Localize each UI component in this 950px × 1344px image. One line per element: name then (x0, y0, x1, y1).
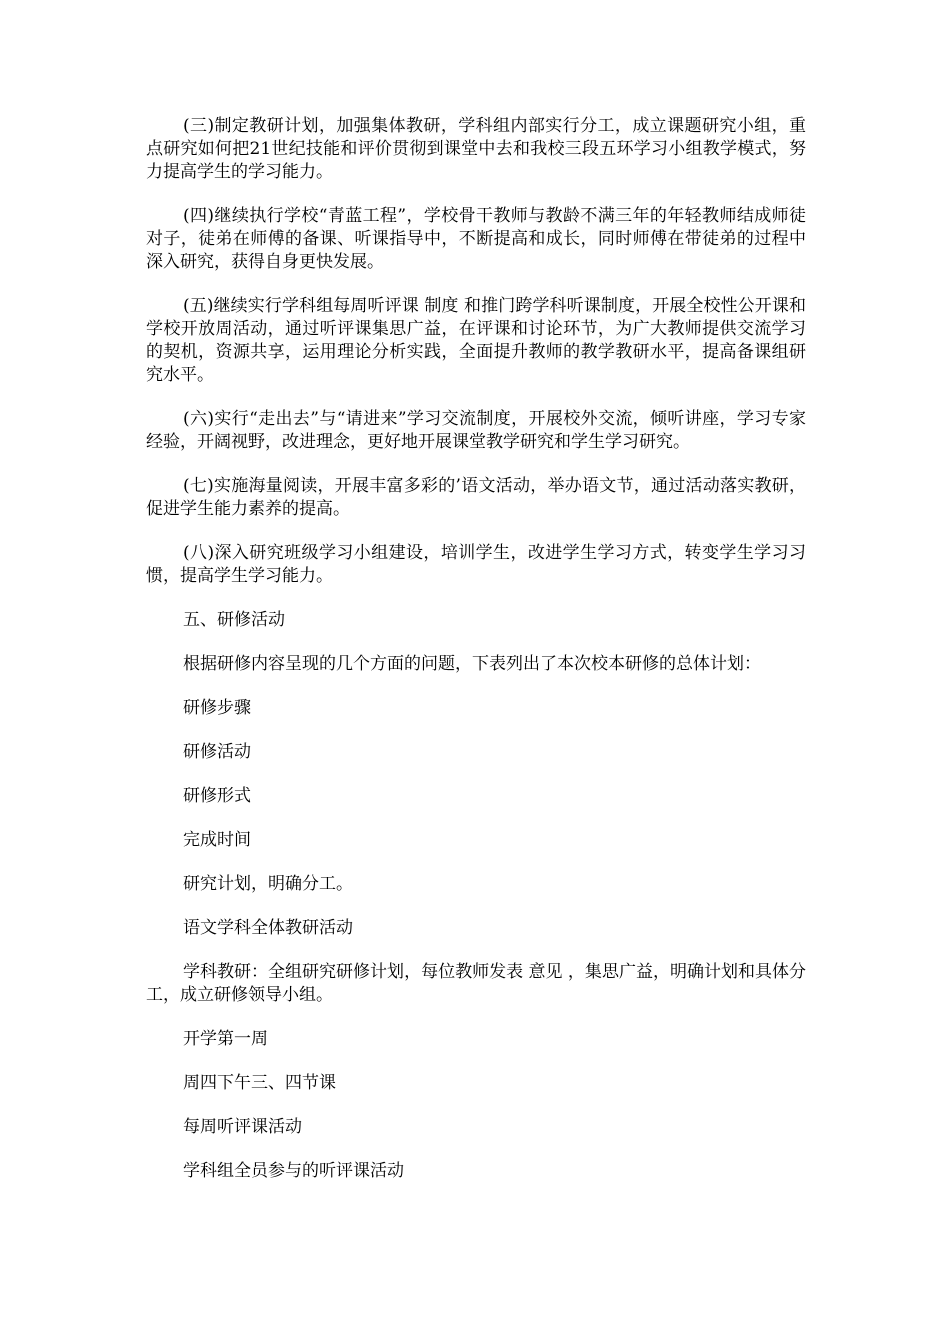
table-cell-activity-1: 语文学科全体教研活动 (183, 918, 353, 938)
table-cell-time-1: 开学第一周 (183, 1029, 268, 1049)
table-cell-step-1: 研究计划，明确分工。 (183, 874, 353, 894)
paragraph-8-study-groups: (八)深入研究班级学习小组建设，培训学生，改进学生学习方式，转变学生学习习惯，提高学生学习能力。 (146, 543, 806, 586)
table-header-step: 研修步骤 (183, 698, 251, 718)
document-body (146, 115, 806, 1204)
section-heading-activities: 五、研修活动 (183, 610, 285, 630)
paragraph-7-reading: (七)实施海量阅读，开展丰富多彩的’语文活动，举办语文节，通过活动落实教研，促进学生能力素养的提高。 (146, 476, 806, 519)
paragraph-4-mentoring: (四)继续执行学校“青蓝工程”，学校骨干教师与教龄不满三年的年轻教师结成师徒对子，徒弟在师傅的备课、听课指导中，不断提高和成长，同时师傅在带徒弟的过程中深入研究，获得自身更快发展。 (146, 206, 806, 272)
table-cell-time-1b: 周四下午三、四节课 (183, 1073, 336, 1093)
table-header-form: 研修形式 (183, 786, 251, 806)
table-cell-activity-2: 学科组全员参与的听评课活动 (183, 1161, 404, 1181)
table-cell-form-1: 学科教研：全组研究研修计划，每位教师发表 意见 ，集思广益，明确计划和具体分工，成立研修领导小组。 (146, 962, 806, 1005)
table-header-time: 完成时间 (183, 830, 251, 850)
table-cell-step-2: 每周听评课活动 (183, 1117, 302, 1137)
paragraph-3-teaching-plan: (三)制定教研计划，加强集体教研，学科组内部实行分工，成立课题研究小组，重点研究如何把21世纪技能和评价贯彻到课堂中去和我校三段五环学习小组教学模式，努力提高学生的学习能力。 (146, 116, 806, 182)
paragraph-plan-intro: 根据研修内容呈现的几个方面的问题，下表列出了本次校本研修的总体计划： (183, 654, 761, 674)
table-header-activity: 研修活动 (183, 742, 251, 762)
paragraph-6-exchange: (六)实行“走出去”与“请进来”学习交流制度，开展校外交流，倾听讲座，学习专家经验，开阔视野，改进理念，更好地开展课堂教学研究和学生学习研究。 (146, 409, 806, 452)
paragraph-5-lesson-review: (五)继续实行学科组每周听评课 制度 和推门跨学科听课制度，开展全校性公开课和学校开放周活动，通过听评课集思广益，在评课和讨论环节，为广大教师提供交流学习的契机，资源共享，运用理论分析实践，全面提升教师的教学教研水平，提高备课组研究水平。 (146, 296, 806, 385)
